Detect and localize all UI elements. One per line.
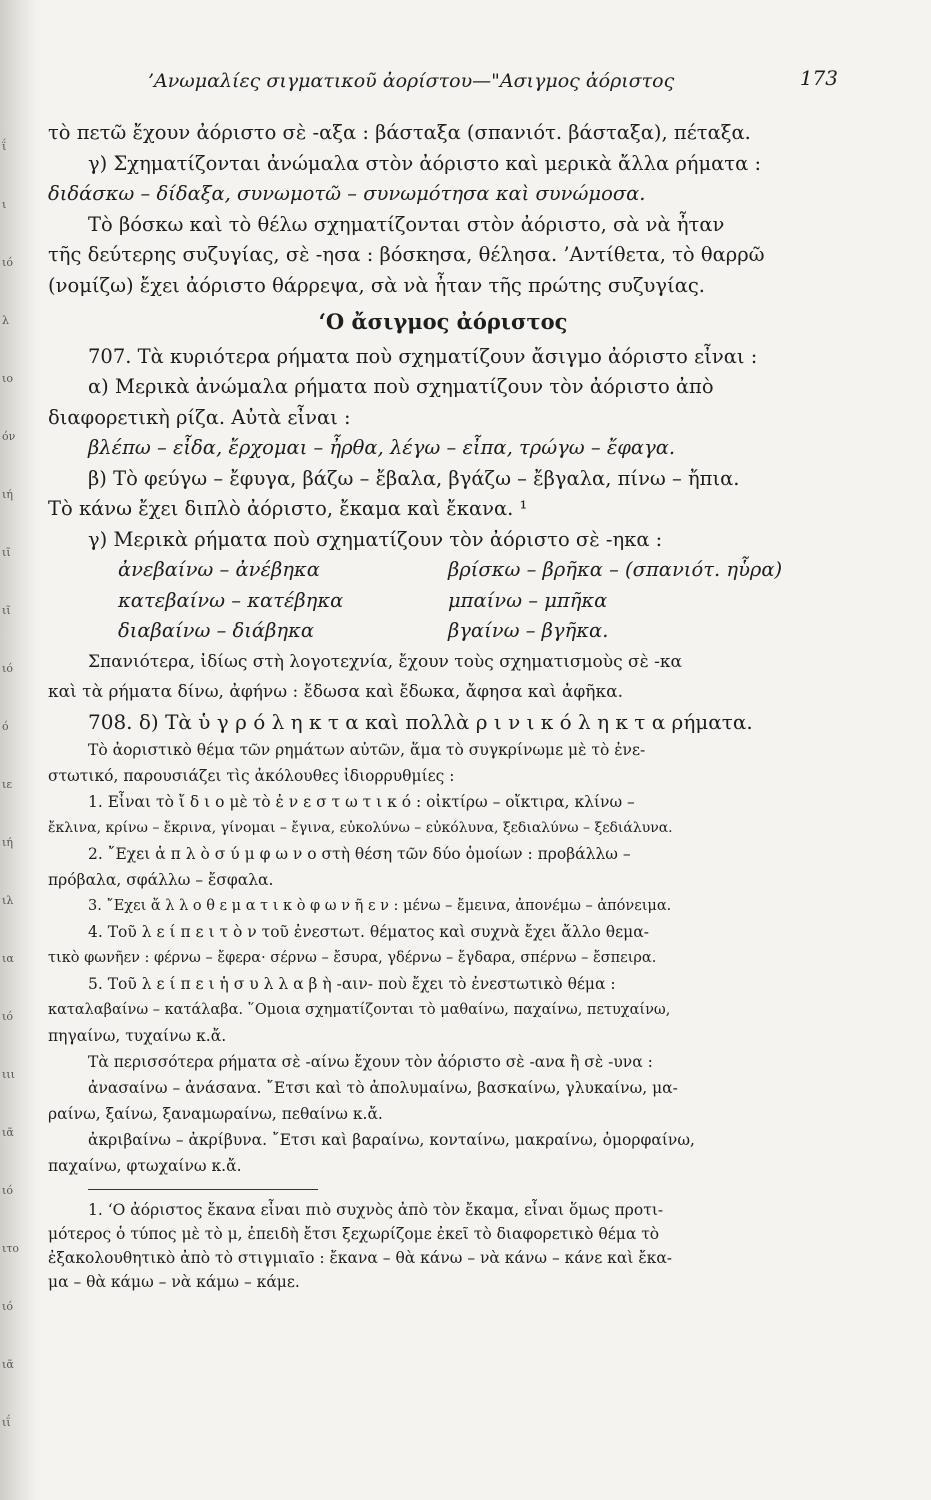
edge-mark: ιιι [2, 1068, 15, 1081]
para-707-line: βλέπω – εἶδα, ἔρχομαι – ἦρθα, λέγω – εἶπα, τρώγω – ἔφαγα. [88, 436, 676, 459]
footnote-rule [88, 1189, 318, 1190]
para-708-line: ραίνω, ξαίνω, ξαναμωραίνω, πεθαίνω κ.ἄ. [48, 1105, 383, 1123]
para-708-line: ἔκλινα, κρίνω – ἔκρινα, γίνομαι – ἔγινα, εὐκολύνω – εὐκόλυνα, ξεδιαλύνω – ξεδιάλυνα. [48, 820, 673, 836]
edge-mark: ιΐ [2, 1416, 11, 1429]
footnote-line: 1. ‘Ο ἀόριστος ἔκανα εἶναι πιὸ συχνὸς ἀπὸ τὸν ἔκαμα, εἶναι ὅμως προτι- [88, 1201, 664, 1219]
verb-table-row [48, 616, 838, 647]
edge-mark: ιο [2, 372, 13, 385]
para-708-line: ἀνασαίνω – ἀνάσανα. ῎Ετσι καὶ τὸ ἀπολυμαίνω, βασκαίνω, γλυκαίνω, μα- [88, 1079, 678, 1097]
edge-mark: ιό [2, 662, 13, 675]
para-708-line: Τὸ ἀοριστικὸ θέμα τῶν ρημάτων αὐτῶν, ἅμα τὸ συγκρίνωμε μὲ τὸ ἐνε- [88, 741, 646, 759]
para-708-line: ἀκριβαίνω – ἀκρίβυνα. ῎Ετσι καὶ βαραίνω, κονταίνω, μακραίνω, ὀμορφαίνω, [88, 1131, 695, 1149]
running-header [148, 66, 838, 102]
para-708-line: στωτικό, παρουσιάζει τὶς ἀκόλουθες ἰδιορρυθμίες : [48, 767, 455, 785]
rare-forms-line: Σπανιότερα, ἰδίως στὴ λογοτεχνία, ἔχουν τοὺς σχηματισμοὺς σὲ -κα [88, 651, 683, 672]
footnote-line: μα – θὰ κάμω – νὰ κάμω – κάμε. [48, 1273, 300, 1291]
edge-mark: ιε [2, 778, 13, 791]
para-707-line: Τὸ κάνω ἔχει διπλὸ ἀόριστο, ἔκαμα καὶ ἔκανα. ¹ [48, 497, 528, 520]
verb-pair-left: διαβαίνω – διάβηκα [118, 619, 315, 642]
verb-table-row [48, 586, 838, 617]
para-708-line: καταλαβαίνω – κατάλαβα. ῞Ομοια σχηματίζονται τὸ μαθαίνω, παχαίνω, πετυχαίνω, [48, 1002, 671, 1018]
footnote-line: μότερος ὁ τύπος μὲ τὸ μ, ἐπειδὴ ἔτσι ξεχωρίζομε ἐκεῖ τὸ διαφορετικὸ θέμα τὸ [48, 1225, 660, 1243]
para-708-line: 2. ῎Εχει ἁ π λ ὸ σ ύ μ φ ω ν ο στὴ θέση τῶν δύο ὁμοίων : προβάλλω – [88, 845, 631, 863]
verb-pair-right: βρίσκω – βρῆκα – (σπανιότ. ηὗρα) [448, 558, 783, 581]
binding-edge-marks [2, 0, 32, 1500]
verb-pair-right: μπαίνω – μπῆκα [448, 588, 608, 612]
edge-mark: ιό [2, 256, 13, 269]
edge-mark: ιό [2, 1300, 13, 1313]
edge-mark: ιή [2, 836, 13, 849]
text-line: διδάσκω – δίδαξα, συνωμοτῶ – συνωμότησα καὶ συνώμοσα. [48, 182, 646, 205]
edge-mark: ιό [2, 1010, 13, 1023]
para-708-line: πηγαίνω, τυχαίνω κ.ἄ. [48, 1027, 227, 1045]
page-body [48, 118, 838, 1294]
para-708-line: 1. Εἶναι τὸ ἴ δ ι ο μὲ τὸ ἐ ν ε σ τ ω τ ι κ ό : οἰκτίρω – οἴκτιρα, κλίνω – [88, 793, 635, 811]
para-707-line: 707. Τὰ κυριότερα ρήματα ποὺ σχηματίζουν ἄσιγμο ἀόριστο εἶναι : [88, 344, 758, 368]
verb-pair-left: κατεβαίνω – κατέβηκα [118, 588, 344, 612]
para-707-line: α) Μερικὰ ἀνώμαλα ρήματα ποὺ σχηματίζουν τὸν ἀόριστο ἀπὸ [88, 375, 714, 398]
verb-pair-right: βγαίνω – βγῆκα. [448, 619, 609, 642]
edge-mark: ιᾶ [2, 1126, 14, 1139]
para-708-line: 3. ῎Εχει ἄ λ λ ο θ ε μ α τ ι κ ὸ φ ω ν ῆ ε ν : μένω – ἔμεινα, ἀπονέμω – ἀπόνειμα. [88, 898, 672, 914]
edge-mark: ιό [2, 1184, 13, 1197]
para-708-line: Τὰ περισσότερα ρήματα σὲ -αίνω ἔχουν τὸν ἀόριστο σὲ -ανα ἢ σὲ -υνα : [88, 1053, 653, 1071]
para-708-line: 708. δ) Τὰ ὑ γ ρ ό λ η κ τ α καὶ πολλὰ ρ ι ν ι κ ό λ η κ τ α ρήματα. [88, 709, 753, 734]
para-707-line: β) Τὸ φεύγω – ἔφυγα, βάζω – ἔβαλα, βγάζω – ἔβγαλα, πίνω – ἤπια. [88, 466, 740, 490]
text-line: τὸ πετῶ ἔχουν ἀόριστο σὲ -αξα : βάσταξα (σπανιότ. βάσταξα), πέταξα. [48, 121, 751, 144]
edge-mark: ΐ [2, 140, 7, 153]
footnote-line: ἐξακολουθητικὸ ἀπὸ τὸ στιγμιαῖο : ἔκανα – θὰ κάνω – νὰ κάνω – κάνε καὶ ἔκα- [48, 1249, 673, 1267]
edge-mark: ιῖ [2, 604, 11, 617]
text-line: τῆς δεύτερης συζυγίας, σὲ -ησα : βόσκησα, θέλησα. ’Αντίθετα, τὸ θαρρῶ [48, 243, 765, 266]
edge-mark: ιλ [2, 894, 14, 907]
edge-mark: όν [2, 430, 16, 443]
page-number: 173 [799, 66, 838, 90]
section-heading: ‘Ο ἄσιγμος ἀόριστος [318, 309, 568, 334]
edge-mark: ιᾶ [2, 1358, 14, 1371]
para-707-line: διαφορετικὴ ρίζα. Αὐτὰ εἶναι : [48, 405, 351, 429]
running-title: ’Ανωμαλίες σιγματικοῦ ἀορίστου—"Ασιγμος ἀόριστος [148, 70, 675, 92]
verb-table-row [48, 555, 838, 586]
edge-mark: ια [2, 952, 14, 965]
para-708-line: πρόβαλα, σφάλλω – ἔσφαλα. [48, 871, 274, 889]
para-708-line: 4. Τοῦ λ ε ί π ε ι τ ὸ ν τοῦ ἐνεστωτ. θέματος καὶ συχνὰ ἔχει ἄλλο θεμα- [88, 923, 649, 941]
para-707-line: γ) Μερικὰ ρήματα ποὺ σχηματίζουν τὸν ἀόριστο σὲ -ηκα : [88, 527, 663, 551]
text-line: (νομίζω) ἔχει ἀόριστο θάρρεψα, σὰ νὰ ἦταν τῆς πρώτης συζυγίας. [48, 273, 706, 297]
rare-forms-line: καὶ τὰ ρήματα δίνω, ἀφήνω : ἔδωσα καὶ ἔδωκα, ἄφησα καὶ ἀφῆκα. [48, 681, 623, 702]
edge-mark: ό [2, 720, 9, 733]
text-line: γ) Σχηματίζονται ἀνώμαλα στὸν ἀόριστο καὶ μερικὰ ἄλλα ρήματα : [88, 151, 762, 175]
text-line: Τὸ βόσκω καὶ τὸ θέλω σχηματίζονται στὸν ἀόριστο, σὰ νὰ ἦταν [88, 212, 725, 236]
verb-pair-left: ἀνεβαίνω – ἀνέβηκα [118, 558, 320, 581]
para-708-line: 5. Τοῦ λ ε ί π ε ι ἡ σ υ λ λ α β ὴ -αιν- ποὺ ἔχει τὸ ἐνεστωτικὸ θέμα : [88, 975, 616, 993]
para-708-line: τικὸ φωνῆεν : φέρνω – ἔφερα· σέρνω – ἔσυρα, γδέρνω – ἔγδαρα, σπέρνω – ἔσπειρα. [48, 950, 657, 966]
edge-mark: λ [2, 314, 9, 327]
para-708-line: παχαίνω, φτωχαίνω κ.ἄ. [48, 1157, 242, 1175]
edge-mark: ιῖ [2, 546, 11, 559]
edge-mark: ι [2, 198, 7, 211]
edge-mark: ιή [2, 488, 13, 501]
edge-mark: ιτο [2, 1242, 20, 1255]
